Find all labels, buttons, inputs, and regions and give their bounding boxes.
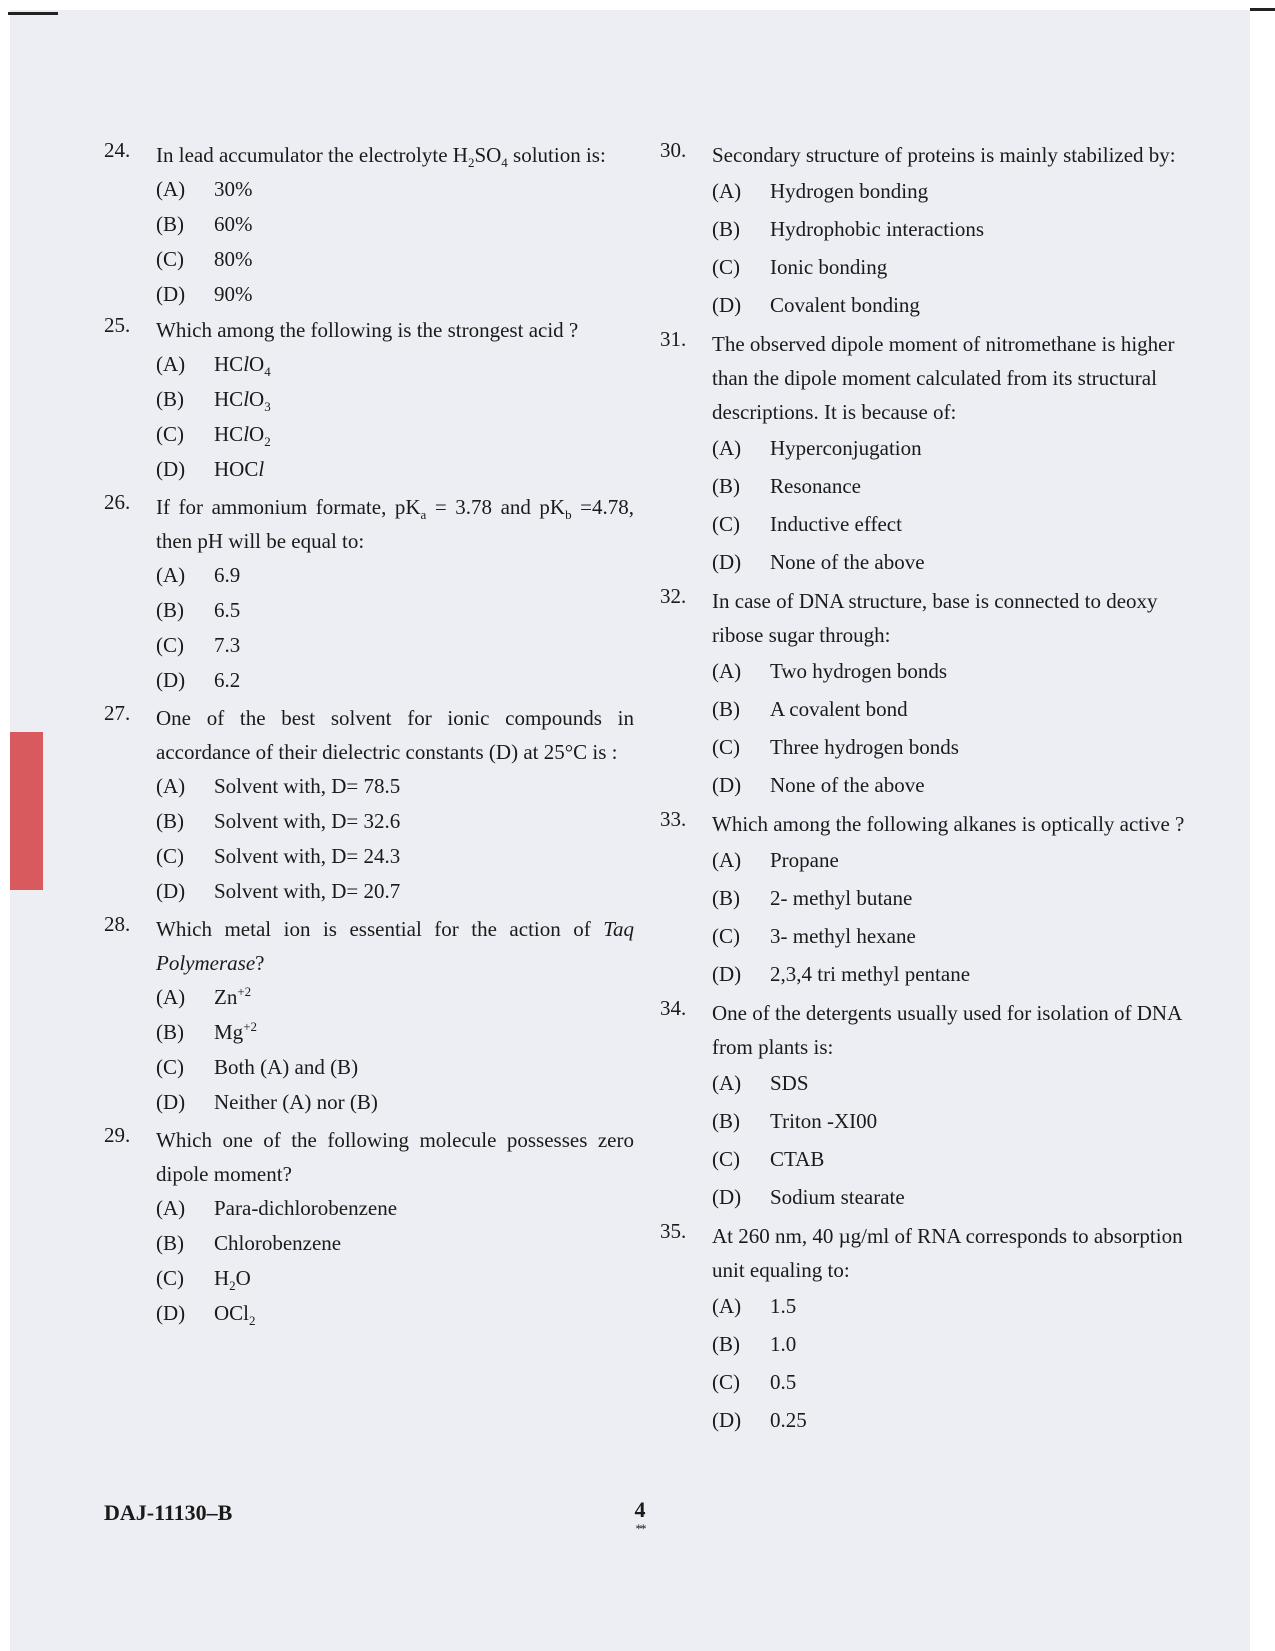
option-label: (C) bbox=[712, 255, 740, 279]
question-text: If for ammonium formate, $pK_a = 3.78$ and $pK_b =4.78$, then pH will be equal to: bbox=[156, 495, 635, 553]
question bbox=[104, 1123, 634, 1331]
question-number: 30. bbox=[660, 138, 687, 162]
answer-option bbox=[712, 917, 1200, 955]
option-text: $Mg^{+2}$ bbox=[214, 1019, 258, 1044]
option-text: 6.5 bbox=[214, 598, 241, 622]
option-text: 60% bbox=[214, 212, 253, 236]
answer-option bbox=[712, 467, 1200, 505]
answer-option bbox=[712, 543, 1200, 581]
option-label: (C) bbox=[156, 633, 184, 657]
question bbox=[660, 584, 1200, 804]
question-column-left bbox=[104, 138, 634, 1334]
question-number: 24. bbox=[104, 138, 131, 162]
question bbox=[104, 490, 634, 698]
text-fragment: l bbox=[243, 352, 250, 376]
text-fragment: 4 bbox=[264, 364, 271, 380]
option-text: 6.9 bbox=[214, 563, 241, 587]
question-text: In lead accumulator the electrolyte $H_2SO_4$ solution is: bbox=[156, 143, 606, 171]
answer-option bbox=[156, 1191, 634, 1226]
option-text: HOCl bbox=[214, 457, 265, 481]
option-list bbox=[712, 429, 1200, 581]
answer-option bbox=[712, 1064, 1200, 1102]
option-text: Solvent with, D= 78.5 bbox=[214, 774, 401, 798]
option-label: (A) bbox=[156, 985, 186, 1009]
option-label: (C) bbox=[156, 247, 184, 271]
option-label: (C) bbox=[712, 1370, 740, 1394]
answer-option bbox=[156, 558, 634, 593]
text-fragment: 3 bbox=[264, 399, 271, 415]
option-list bbox=[156, 769, 634, 909]
option-list bbox=[156, 172, 634, 312]
option-text: 2,3,4 tri methyl pentane bbox=[770, 962, 971, 986]
option-label: (D) bbox=[712, 1185, 742, 1209]
option-text: 1.5 bbox=[770, 1294, 797, 1318]
option-label: (D) bbox=[156, 879, 186, 903]
option-label: (A) bbox=[712, 1294, 742, 1318]
question bbox=[104, 138, 634, 312]
answer-option bbox=[156, 1226, 634, 1261]
option-list bbox=[712, 1287, 1200, 1439]
answer-option bbox=[156, 207, 634, 242]
option-text: Solvent with, D= 24.3 bbox=[214, 844, 401, 868]
answer-option bbox=[712, 1401, 1200, 1439]
answer-option bbox=[712, 210, 1200, 248]
option-label: (D) bbox=[156, 457, 186, 481]
answer-option bbox=[156, 277, 634, 312]
option-text: Both (A) and (B) bbox=[214, 1055, 359, 1079]
option-text: SDS bbox=[770, 1071, 809, 1095]
option-text: Neither (A) nor (B) bbox=[214, 1090, 378, 1114]
option-text: Hyperconjugation bbox=[770, 436, 922, 460]
option-list bbox=[156, 558, 634, 698]
answer-option bbox=[156, 382, 634, 417]
page-number: 4 bbox=[634, 1497, 646, 1522]
answer-option bbox=[712, 1325, 1200, 1363]
option-text: Para-dichlorobenzene bbox=[214, 1196, 398, 1220]
page-stars: ** bbox=[635, 1521, 645, 1536]
option-label: (C) bbox=[156, 1055, 184, 1079]
option-label: (A) bbox=[156, 177, 186, 201]
option-text: 7.3 bbox=[214, 633, 241, 657]
option-label: (D) bbox=[712, 1408, 742, 1432]
option-label: (D) bbox=[156, 1301, 186, 1325]
question-text: Which among the following is the strongest acid ? bbox=[156, 318, 579, 342]
option-text: $H_2O$ bbox=[214, 1266, 251, 1294]
answer-option bbox=[156, 417, 634, 452]
question-text: At 260 nm, 40 µg/ml of RNA corresponds to absorption unit equaling to: bbox=[712, 1224, 1183, 1282]
option-label: (B) bbox=[156, 1020, 184, 1044]
option-text: Solvent with, D= 20.7 bbox=[214, 879, 401, 903]
option-label: (A) bbox=[712, 848, 742, 872]
option-label: (C) bbox=[712, 1147, 740, 1171]
question-text: In case of DNA structure, base is connected to deoxy ribose sugar through: bbox=[712, 589, 1158, 647]
answer-option bbox=[156, 874, 634, 909]
text-fragment: 2 bbox=[229, 1278, 236, 1294]
option-text: Resonance bbox=[770, 474, 861, 498]
option-label: (B) bbox=[712, 1109, 740, 1133]
paper-code: DAJ-11130–B bbox=[104, 1500, 233, 1525]
question bbox=[660, 138, 1200, 324]
option-label: (D) bbox=[156, 668, 186, 692]
option-text: 30% bbox=[214, 177, 253, 201]
question bbox=[104, 701, 634, 909]
scan-edge-mark bbox=[1250, 8, 1275, 11]
answer-option bbox=[712, 1102, 1200, 1140]
answer-option bbox=[712, 248, 1200, 286]
option-text: Triton -XI00 bbox=[770, 1109, 878, 1133]
option-text: HClO$_2$ bbox=[214, 422, 271, 450]
option-label: (B) bbox=[712, 1332, 740, 1356]
option-label: (A) bbox=[156, 352, 186, 376]
answer-option bbox=[712, 879, 1200, 917]
question-number: 31. bbox=[660, 327, 687, 351]
answer-option bbox=[156, 839, 634, 874]
option-text: Covalent bonding bbox=[770, 293, 920, 317]
answer-option bbox=[156, 347, 634, 382]
option-text: Ionic bonding bbox=[770, 255, 888, 279]
answer-option bbox=[156, 1015, 634, 1050]
option-text: Propane bbox=[770, 848, 839, 872]
answer-option bbox=[156, 242, 634, 277]
text-fragment: l bbox=[258, 457, 265, 481]
answer-option bbox=[156, 769, 634, 804]
text-fragment: 4 bbox=[501, 155, 508, 171]
question-number: 28. bbox=[104, 912, 131, 936]
option-label: (C) bbox=[156, 1266, 184, 1290]
question-text: One of the best solvent for ionic compounds in accordance of their dielectric constants (D) at 25°C is : bbox=[156, 706, 634, 764]
option-label: (D) bbox=[712, 773, 742, 797]
option-text: HClO$_4$ bbox=[214, 352, 271, 380]
option-label: (B) bbox=[156, 1231, 184, 1255]
option-text: 90% bbox=[214, 282, 253, 306]
option-label: (B) bbox=[712, 886, 740, 910]
option-label: (D) bbox=[156, 1090, 186, 1114]
option-text: CTAB bbox=[770, 1147, 825, 1171]
option-text: Chlorobenzene bbox=[214, 1231, 342, 1255]
option-text: OCl$_2$ bbox=[214, 1301, 256, 1329]
question-text: The observed dipole moment of nitromethane is higher than the dipole moment calculated from its structural descriptions. It is because of: bbox=[712, 332, 1175, 424]
answer-option bbox=[156, 1050, 634, 1085]
text-fragment: Taq Polymerase bbox=[156, 917, 634, 975]
question bbox=[660, 1219, 1200, 1439]
option-label: (B) bbox=[156, 387, 184, 411]
question bbox=[104, 313, 634, 487]
option-label: (D) bbox=[712, 550, 742, 574]
question-text: Which metal ion is essential for the action of Taq Polymerase? bbox=[156, 917, 634, 975]
option-text: 6.2 bbox=[214, 668, 241, 692]
answer-option bbox=[156, 663, 634, 698]
option-text: A covalent bond bbox=[770, 697, 908, 721]
option-text: Three hydrogen bonds bbox=[770, 735, 959, 759]
answer-option bbox=[156, 1085, 634, 1120]
answer-option bbox=[712, 1363, 1200, 1401]
option-text: 1.0 bbox=[770, 1332, 797, 1356]
question-number: 34. bbox=[660, 996, 687, 1020]
option-list bbox=[156, 980, 634, 1120]
answer-option bbox=[712, 841, 1200, 879]
answer-option bbox=[712, 429, 1200, 467]
answer-option bbox=[156, 1296, 634, 1331]
option-label: (C) bbox=[156, 422, 184, 446]
answer-option bbox=[156, 593, 634, 628]
option-label: (C) bbox=[712, 924, 740, 948]
option-label: (A) bbox=[712, 659, 742, 683]
option-label: (B) bbox=[156, 598, 184, 622]
answer-option bbox=[712, 766, 1200, 804]
option-text: None of the above bbox=[770, 773, 925, 797]
option-text: Sodium stearate bbox=[770, 1185, 905, 1209]
text-fragment: 2 bbox=[467, 155, 475, 171]
answer-option bbox=[156, 804, 634, 839]
answer-option bbox=[712, 690, 1200, 728]
option-label: (A) bbox=[712, 436, 742, 460]
question bbox=[660, 996, 1200, 1216]
question-number: 26. bbox=[104, 490, 131, 514]
option-text: Solvent with, D= 32.6 bbox=[214, 809, 401, 833]
option-text: Hydrophobic interactions bbox=[770, 217, 985, 241]
answer-option bbox=[156, 1261, 634, 1296]
text-fragment: +2 bbox=[237, 984, 252, 999]
answer-option bbox=[712, 1287, 1200, 1325]
text-fragment: a bbox=[420, 507, 427, 523]
answer-option bbox=[712, 652, 1200, 690]
scan-edge-mark bbox=[8, 12, 58, 15]
option-label: (C) bbox=[712, 512, 740, 536]
option-label: (A) bbox=[712, 1071, 742, 1095]
question bbox=[660, 807, 1200, 993]
answer-option bbox=[712, 505, 1200, 543]
option-label: (B) bbox=[712, 474, 740, 498]
text-fragment: b bbox=[565, 507, 572, 523]
answer-option bbox=[156, 172, 634, 207]
question-text: Which one of the following molecule possesses zero dipole moment? bbox=[156, 1128, 634, 1186]
option-label: (C) bbox=[156, 844, 184, 868]
question-text: One of the detergents usually used for isolation of DNA from plants is: bbox=[712, 1001, 1182, 1059]
option-label: (B) bbox=[156, 809, 184, 833]
option-text: 0.5 bbox=[770, 1370, 797, 1394]
text-fragment: l bbox=[243, 422, 250, 446]
option-list bbox=[156, 347, 634, 487]
option-list bbox=[712, 1064, 1200, 1216]
option-label: (D) bbox=[712, 962, 742, 986]
option-text: HClO$_3$ bbox=[214, 387, 271, 415]
question-number: 32. bbox=[660, 584, 687, 608]
option-label: (B) bbox=[712, 697, 740, 721]
answer-option bbox=[156, 452, 634, 487]
answer-option bbox=[712, 286, 1200, 324]
option-text: 3- methyl hexane bbox=[770, 924, 916, 948]
option-list bbox=[712, 652, 1200, 804]
option-list bbox=[712, 172, 1200, 324]
question-number: 35. bbox=[660, 1219, 687, 1243]
question-number: 33. bbox=[660, 807, 687, 831]
option-text: Hydrogen bonding bbox=[770, 179, 929, 203]
option-label: (D) bbox=[712, 293, 742, 317]
page-side-tab bbox=[10, 732, 43, 890]
option-list bbox=[156, 1191, 634, 1331]
text-fragment: 2 bbox=[264, 434, 271, 450]
option-label: (A) bbox=[156, 563, 186, 587]
question-text: Which among the following alkanes is optically active ? bbox=[712, 812, 1185, 836]
option-text: Two hydrogen bonds bbox=[770, 659, 948, 683]
option-label: (A) bbox=[712, 179, 742, 203]
question-number: 25. bbox=[104, 313, 131, 337]
option-label: (B) bbox=[712, 217, 740, 241]
answer-option bbox=[712, 1140, 1200, 1178]
option-label: (A) bbox=[156, 774, 186, 798]
option-label: (B) bbox=[156, 212, 184, 236]
answer-option bbox=[712, 172, 1200, 210]
answer-option bbox=[712, 955, 1200, 993]
answer-option bbox=[156, 980, 634, 1015]
option-text: $Zn^{+2}$ bbox=[214, 984, 252, 1009]
question bbox=[660, 327, 1200, 581]
question-text: Secondary structure of proteins is mainly stabilized by: bbox=[712, 143, 1176, 167]
answer-option bbox=[712, 728, 1200, 766]
text-fragment: +2 bbox=[243, 1019, 258, 1034]
question-number: 27. bbox=[104, 701, 131, 725]
answer-option bbox=[712, 1178, 1200, 1216]
text-fragment: 2 bbox=[249, 1313, 256, 1329]
option-list bbox=[712, 841, 1200, 993]
option-text: 2- methyl butane bbox=[770, 886, 913, 910]
question-number: 29. bbox=[104, 1123, 131, 1147]
option-label: (A) bbox=[156, 1196, 186, 1220]
option-text: None of the above bbox=[770, 550, 925, 574]
option-text: Inductive effect bbox=[770, 512, 902, 536]
option-label: (D) bbox=[156, 282, 186, 306]
text-fragment: l bbox=[243, 387, 250, 411]
answer-option bbox=[156, 628, 634, 663]
option-text: 0.25 bbox=[770, 1408, 807, 1432]
option-text: 80% bbox=[214, 247, 253, 271]
option-label: (C) bbox=[712, 735, 740, 759]
question bbox=[104, 912, 634, 1120]
question-column-right bbox=[660, 138, 1200, 1442]
